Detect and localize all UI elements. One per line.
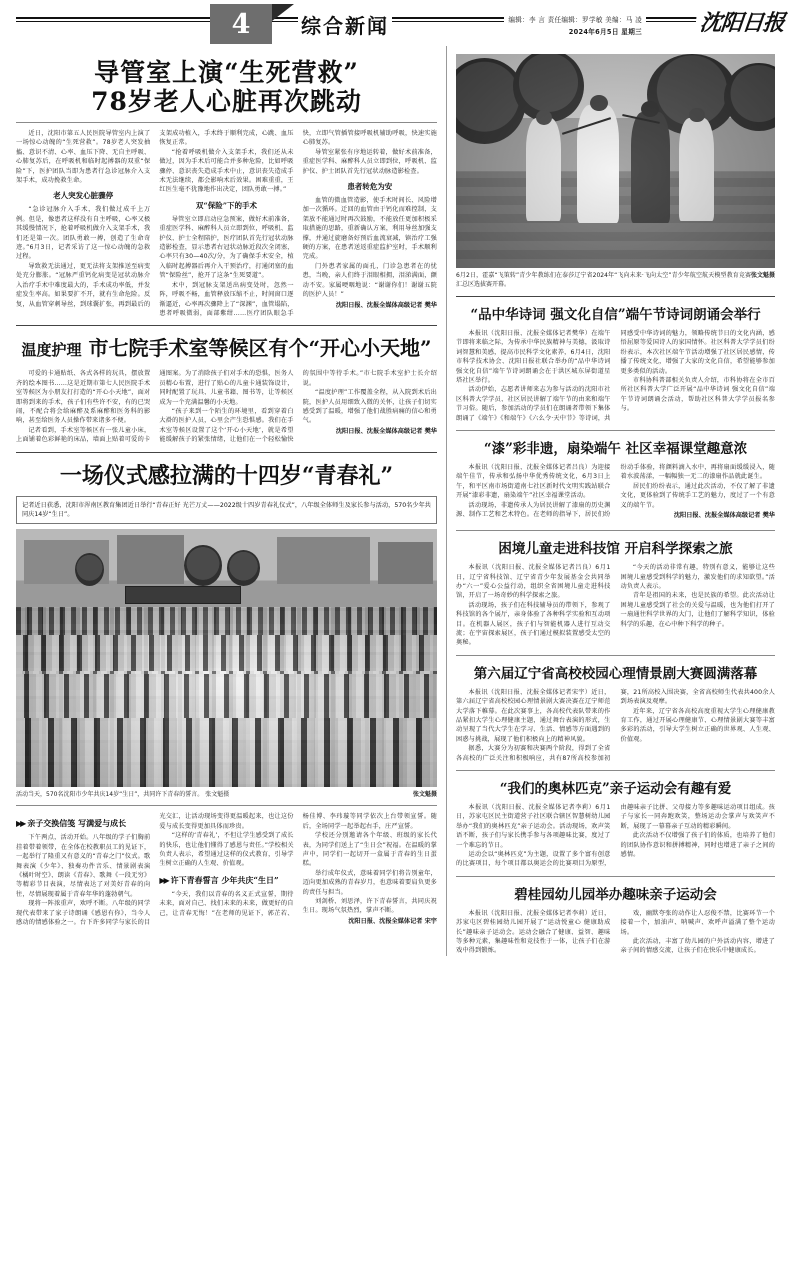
lead-paragraph: 导管室紧张有序地运转着，做好术前准备，重症医学科、麻醉科人员立即到位，呼吸机、监护仪、护士团队首先行冠状动脉造影检查。 <box>302 148 437 175</box>
right-paragraph: 本报讯（沈阳日报、沈报全媒体记者樊华）在端午节即将来临之际，为传承中华民族精神与美德，汲取诗词智慧和美感，提高市民科学文化素养，6月4日，沈阳市科学技术协会、沈阳日报社联合举办的“品中华诗词 强文化自信”端午节诗词朗诵会在于洪区城东屏街道星塔社区举行。 <box>456 330 611 385</box>
right-story-2-columns <box>456 463 775 523</box>
lead-paragraph: 近日，沈阳市第五人民医院导管室内上演了一场惊心动魄的“生死营救”。78岁老人突发抽搐、意识不清、心率、血压下降、无自主呼吸、心肺复苏后，在呼吸机和临时起搏器的双重“保险”下，医护团队当即为患者行急诊冠脉介入支架手术，成功挽救生命。 <box>16 130 151 185</box>
lead-story-columns <box>16 129 437 318</box>
right-paragraph: 活动伊始，志愿者讲师来志为参与活动的沈阳市社区科普大学学员、社区居民讲解了端午节的由来和端午节习俗。随后，参加活动的学员们在朗诵者带领下集体朗诵了《端午》《和端午》《六么令·天中节》等诗词，共同感受中华诗词的魅力，领略传统节日的文化内涵，感悟屈原等爱国诗人的家国情怀。社区科普大学学员们纷纷表示，本次社区端午节活动增强了社区居民感情，传播了传统文化，增强了大家的文化自信，希望能够参加更多类似的活动。 <box>456 330 775 422</box>
right-story-5-columns <box>456 803 775 869</box>
right-story-3-columns <box>456 563 775 648</box>
right-signature: 沈阳日报、沈报全媒体高级记者 樊华 <box>673 512 775 520</box>
right-headline-2: “漆”彩非遗，扇染端午 社区幸福课堂趣意浓 <box>483 441 748 458</box>
masthead-rule-secondary <box>16 21 784 22</box>
masthead-credits <box>504 14 646 38</box>
third-paragraph: “今天，我们以青春的名义正式宣誓，期待未来，面对自己、找们未来的未来，做更好的自己，让青春无悔！”在老师的见证下，郭芷若、杨佳博、李玮璇等同学依次上台带领宣誓。随后，全场同学一起举起右手，庄严宣誓。 <box>159 813 437 917</box>
right-paragraph: 近年来，辽宁省各高校高度重视大学生心理健康教育工作，通过开展心理健康节、心理情景剧大赛等丰富多彩的活动，引导大学生树立正确的世界观、人生观、价值观。 <box>620 707 775 743</box>
third-signature: 沈阳日报、沈报全媒体记者 宋宇 <box>348 917 437 925</box>
right-headline-1: “品中华诗词 强文化自信”端午节诗词朗诵会举行 <box>470 307 761 323</box>
lead-subhead-3: 患者转危为安 <box>347 182 393 192</box>
photo-caption-text: 6月2日，霍嘉“飞策转”青少年教练们在泰莎辽宁省2024年“飞向未来·飞向太空”青少年航空航天模型教育竞赛汇总区选拔赛开幕。 <box>456 272 751 288</box>
photo-scene <box>456 54 775 268</box>
section-title: 综合新闻 <box>298 10 392 39</box>
divider <box>456 876 775 877</box>
photo-scene <box>16 529 437 787</box>
page-number-flag-icon <box>272 4 294 21</box>
photo-caption-text: 活动当天，570名沈阳市少年共庆14岁“生日”，共同许下青春的誓言。 张文魁摄 <box>16 791 230 799</box>
second-headline-main: 市七院手术室等候区有个“开心小天地” <box>88 336 432 361</box>
right-paragraph: 本报讯（沈阳日报、沈报全媒体记者吕良）为迎接端午佳节，传承和弘扬中华优秀传统文化，6月3日上午，和平区南市场街道南七社区新时代文明实践站联合开展“漆彩非遗，扇染端午”社区幸福课堂活动。 <box>456 464 611 500</box>
right-paragraph: 活动现场，非遗传承人为居民讲解了漆扇的历史渊源、制作工艺和艺术特色。在老师的指导下，居民们纷纷动手体验，将颜料滴入水中，再将扇面缓缓浸入，随着水波荡漾，一幅幅独一无二的漆扇作品就此诞生。 <box>456 464 775 519</box>
publication-date: 2024年6月5日 星期三 <box>568 28 642 36</box>
lead-subhead-1: 老人突发心脏骤停 <box>53 191 114 201</box>
lead-paragraph: 门外患者家属的面孔，门诊急患者在的忧患，当晚，亲人们终于泪眼相拥，泪涕满面，颤动不安。家属哽咽地说：“谢谢你们！谢谢五院的医护人员！” <box>302 262 437 299</box>
divider <box>16 805 437 806</box>
second-paragraph: 可爱的卡通贴纸、各式各样的玩具，摆放置齐的绘本图书……这是近期市第七人民医院手术室等候区为小朋友打打造的“开心小天地”，面对即将到来的手术，孩子们有些许不安，有的已哭闹，不配合将会给麻醉及系麻醉和医务科的影响，甚至给医务人员操作带来诸多不便。 <box>16 370 151 425</box>
third-subhead-1: ▶▶ 亲子交换信笺 写满爱与成长 <box>16 818 127 829</box>
ceremony-photo <box>16 529 437 787</box>
aeromodelling-photo <box>456 54 775 268</box>
third-paragraph: 刘剑桥、刘思泽，许下青春誓言，共同庆祝生日。现场气氛热烈，掌声不断。 <box>302 898 437 915</box>
lead-paragraph: 血管的微血管造影，使手术时间长、风险增加一次循环。迁回的血管由于钙化而难控制，支架放不能通过时再次鼓励，不能放任更加积极采取措施的思路，重新确认方案，利用导丝加强支撑，并通过旋磨备好预后血流衰减，镇治疗工强硬的方案，在患者送返重症监护室时，手术顺利完成。 <box>302 197 437 261</box>
right-paragraph: 本报讯（沈阳日报、沈报全媒体记者宋宇）近日，第六届辽宁省高校校园心理情景剧大赛决赛在辽宁师范大学落下帷幕。在此次赛事上，各高校代表队带来的作品紧扣大学生心理健康主题，通过舞台表演的形式，生动呈现了当代大学生在学习、生活、情感等方面遇到的困惑与挑战，展现了他们积极向上的精神风貌。 <box>456 688 611 743</box>
third-subhead-2: ▶▶ 许下青春誓言 少年共庆“生日” <box>159 874 279 885</box>
right-headline-6: 碧桂园幼儿园举办趣味亲子运动会 <box>514 886 717 903</box>
right-paragraph: 据悉，大赛分为初赛和决赛两个阶段，得到了全省各高校的广泛关注和积极响应，共有87所高校参加初赛，21所高校入围决赛，全省高校师生代表共400余人到场表演及观摩。 <box>456 688 775 762</box>
right-paragraph: 市科协科普部相关负责人介绍，市科协将在全市百所社区科普大学广泛开展“品中华诗词 强文化自信”端午节诗词朗诵会活动，帮助社区科普大学学员报名参与。 <box>620 377 775 413</box>
masthead-rule <box>16 17 784 19</box>
lead-paragraph: 导致救无法通过，更无法将支架推送至病变处充分膨胀。“冠脉严重钙化病变是冠状动脉介入治疗手术中难度最大的，手术成功率低，并发症发生率高。如果要扩不开，就有生命危险。反复，从血管穿刺导丝，到球囊扩张，再到最后的支架成功植入，手术终于顺利完成，心跳、血压恢复正常。 <box>16 130 294 308</box>
lead-headline-line1: 导管室上演“生死营救” <box>94 58 359 87</box>
third-paragraph: 下午两点，活动开始。八年级的学子们胸前挂着带着领带，在全体在校教职员工的见证下，一起举行了隆重又有意义的“青春之门”仪式。歌舞表演《少年》、独奏功件音乐、情景剧表演《橘叶时空》、朗读《青春》、歌舞《一段无穷》等精彩节目表演，尽情表达了对美好青春的向往，尽情展现着属于青春年华的蓬勃朝气。 <box>16 834 151 898</box>
lead-headline-line2: 78岁老人心脏再次跳动 <box>91 87 362 116</box>
lead-subhead-2: 双“保险”下的手术 <box>195 200 258 210</box>
masthead <box>16 0 784 46</box>
right-paragraph: 本报讯（沈阳日报、沈报全媒体记者李莉）近日，苏家屯区碧桂园幼儿园开展了“运动悦童心 健康助成长”趣味亲子运动会。运动会融合了健康、益智、趣味等多种元素，集趣味性和竞技性于一体，让孩子们在游戏中得到锻炼。 <box>456 909 611 955</box>
lead-paragraph: “抢着呼吸机做介入支架手术，我们还从未做过，因为手术后可能合并多种危险，比如呼吸骤停、意识丧失造成手术中止，意识丧失造成手术无法继续，都会影响术后效果。困难重重，王红医生毫不犹豫地作出决定，团队勇敢一搏。” <box>159 148 294 194</box>
lead-paragraph: 术中，到冠脉支架送出病变处时，忽然一阵，呼吸不畅，血管释放压缩不止，时间窗口逐渐逼近，心率再次骤降上了“深渊”，血管塌陷，患者呼吸微弱，面部紫绀……医疗团队眼急手快，立即气管插管接呼吸机辅助呼吸，快速实施心肺复苏。 <box>159 130 437 317</box>
right-paragraph: 此次活动不仅增强了孩子们的体质，也培养了他们的团队协作意识和拼搏精神，同时也增进了亲子之间的感情。 <box>620 832 775 859</box>
divider <box>456 655 775 656</box>
right-story-1-columns <box>456 329 775 423</box>
third-paragraph: 学校还分别邀请各个年级、班级的家长代表，为同学们送上了“生日会”祝福。在温暖的掌声中，同学们一起切开一盒属于青春的生日蛋糕。 <box>302 832 437 868</box>
third-story-lead: 记者近日获悉，沈阳市浑南区教育集团近日举行“青春正好 光芒万丈——2022级十四岁青春礼仪式”，八年级全体师生及家长参与活动，570名少年共同庆14岁“生日”。 <box>16 496 437 525</box>
right-story-4-columns <box>456 688 775 763</box>
right-column-zone <box>447 46 775 956</box>
triangle-bullet-icon: ▶▶ <box>16 818 25 829</box>
right-paragraph: 此次活动，丰富了幼儿园的户外活动内容，增进了亲子间的情感交流，让孩子们在快乐中健康成长。 <box>620 938 775 955</box>
lead-paragraph: “急诊冠脉介入手术，我们做过成千上万例。但是，像患者这样没有自主呼吸，心率又极其缓慢情况下，抢着呼吸机做介入支架手术，我们还是第一次。团队勇敢一搏，创造了生命奇迹。”6月3日，记者采访了这一惊心动魄的急救过程。 <box>16 206 151 261</box>
right-paragraph: 运动会以“奥林匹克”为主题，设置了多个富有创意的比赛项目，每个项目都以奥运会的比赛项目为原型，由趣味亲子比拼、父母接力等多趣味运动项目组成。孩子与家长一同奔跑欢笑，整场运动会掌声与欢笑声不断，展现了一幕幕亲子互动的精彩瞬间。 <box>456 804 775 868</box>
ceremony-photo-caption <box>16 790 437 799</box>
second-headline-kicker: 温度护理 <box>21 341 82 360</box>
editor-credits: 编辑：李 言 责任编辑：罗学敏 美编：马 凌 <box>508 16 642 24</box>
right-headline-4: 第六届辽宁省高校校园心理情景剧大赛圆满落幕 <box>473 665 758 682</box>
photo-credit: 张文魁摄 <box>412 791 437 799</box>
divider <box>16 452 437 453</box>
right-paragraph: “今天的活动非常有趣，特别有意义，能够让这些困境儿童感受到科学的魅力，激发他们的求知欲望。”活动负责人表示。 <box>620 564 775 590</box>
second-headline <box>16 336 437 363</box>
right-story-6-columns <box>456 909 775 956</box>
second-story-columns <box>16 369 437 444</box>
third-paragraph: 举行成年仪式，意味着同学们将告别童年，迈向更加成熟的青春岁月，也意味着要肩负更多的责任与担当。 <box>302 869 437 896</box>
divider <box>16 122 437 123</box>
right-paragraph: 活动现场，孩子们在科技辅导员的带领下，参观了科技馆的各个展厅，亲身体验了各种科学实验和互动项目。在机器人展区，孩子们与智能机器人进行互动交流；在宇宙探索展区，孩子们通过模拟装置感受太空的奥秘。 <box>456 601 611 647</box>
right-paragraph: 居民们纷纷表示，通过此次活动，不仅了解了非遗文化，更体验到了传统手工艺的魅力，度过了一个有意义的端午节。 <box>620 482 775 509</box>
right-headline-5: “我们的奥林匹克”亲子运动会有趣有爱 <box>499 781 732 797</box>
right-paragraph: 本报讯（沈阳日报、沈报全媒体记者李莉）6月1日，苏家屯区民主街道营子社区联合辖区智慧树幼儿园举办“我们的奥林匹克”亲子运动会。活动现场，欢声笑语不断，孩子们与家长携手参与各项趣味比赛，度过了一个难忘的节日。 <box>456 804 611 849</box>
third-paragraph: 现将一阵浓重声，欢呼不断。八年级的同学现代表带来了家子诗朗诵《感恩有你》，当今人感动的情感体验之一。台下许多同学与家长的目光交汇，让活动现场变得更温暖起来，也让这份爱与成长变得更加具体而珍贵。 <box>16 813 294 927</box>
second-paragraph: “温度护理”工作覆盖全程，从入院到术后出院，医护人员用细致入微的关怀，让孩子们切实感受到了温暖，增强了他们战胜病痛的信心和勇气。 <box>302 389 437 425</box>
right-paragraph: 本报讯（沈阳日报、沈报全媒体记者吕良）6月1日，辽宁省科技馆、辽宁省青少年发展基金会共同举办“六一”爱心公益行动，组织全省困境儿童走进科技馆，开启了一场奇妙的科学探索之旅。 <box>456 564 611 600</box>
page-body <box>16 46 784 956</box>
newspaper-logo: 沈阳日报 <box>694 6 785 37</box>
right-paragraph: 戏，幽默夸张的动作让人忍俊不禁，比赛环节一个接着一个，加油声、呐喊声、欢呼声溢满了整个运动场。 <box>620 909 775 936</box>
aeromodelling-photo-caption <box>456 271 775 289</box>
right-headline-3: 困境儿童走进科技馆 开启科学探索之旅 <box>498 541 733 558</box>
second-paragraph: 记者看到，手术室等候区有一张儿童小床，上面铺着色彩鲜艳的床品，墙面上贴着可爱的卡通图案。为了消除孩子们对手术的恐惧，医务人员精心布置，进行了贴心的儿童卡通装饰设计，同时配置了玩具、儿童书籍、图书等，让等候区成为一个充满温馨的小天地。 <box>16 370 294 444</box>
divider <box>456 530 775 531</box>
triangle-bullet-icon: ▶▶ <box>159 874 168 885</box>
divider <box>456 770 775 771</box>
lead-signature: 沈阳日报、沈报全媒体高级记者 樊华 <box>335 301 437 309</box>
right-paragraph: 青年是祖国的未来，也是民族的希望。此次活动让困境儿童感受到了社会的关爱与温暖，也为他们打开了一扇通往科学世界的大门，让他们了解科学知识，体验科学的乐趣，在心中种下科学的种子。 <box>620 592 775 628</box>
photo-credit: 张文魁摄 <box>750 272 775 279</box>
second-paragraph: “孩子来到一个陌生的环境里，看到穿着白大褂的医护人员，心里会产生恐惧感。我们在手术室等候区设置了这个‘开心小天地’，就是希望能缓解孩子的紧张情绪，让他们在一个轻松愉快的氛围中等待手术。”市七院手术室护士长介绍说。 <box>159 370 437 444</box>
second-signature: 沈阳日报、沈报全媒体高级记者 樊华 <box>335 427 437 435</box>
divider <box>456 296 775 297</box>
third-story-columns <box>16 812 437 927</box>
lead-headline <box>16 58 437 116</box>
third-paragraph: “这样的‘青春礼’，不但让学生感受到了成长的快乐，也让他们懂得了感恩与责任。”学校相关负责人表示，希望通过这样的仪式教育，引导学生树立正确的人生观、价值观。 <box>159 832 294 868</box>
left-column-zone <box>16 46 446 956</box>
lead-paragraph: 导管室立即启动应急预案，做好术前准备，重症医学科、麻醉科人员立即到位，呼吸机、监护仪、护士全程陪护，医疗团队首先行冠状动脉造影检查，显示患者右冠状动脉近段次全闭塞，心率只有30—40次/分，为了确保手术安全，植入临时起搏器后再介入干预治疗，打通闭塞的血管“保险丝”，抢开了这条“生死要道”。 <box>159 215 294 280</box>
third-headline: 一场仪式感拉满的十四岁“青春礼” <box>59 462 394 489</box>
divider <box>456 430 775 431</box>
divider <box>16 325 437 326</box>
page-number: 4 <box>210 4 272 44</box>
